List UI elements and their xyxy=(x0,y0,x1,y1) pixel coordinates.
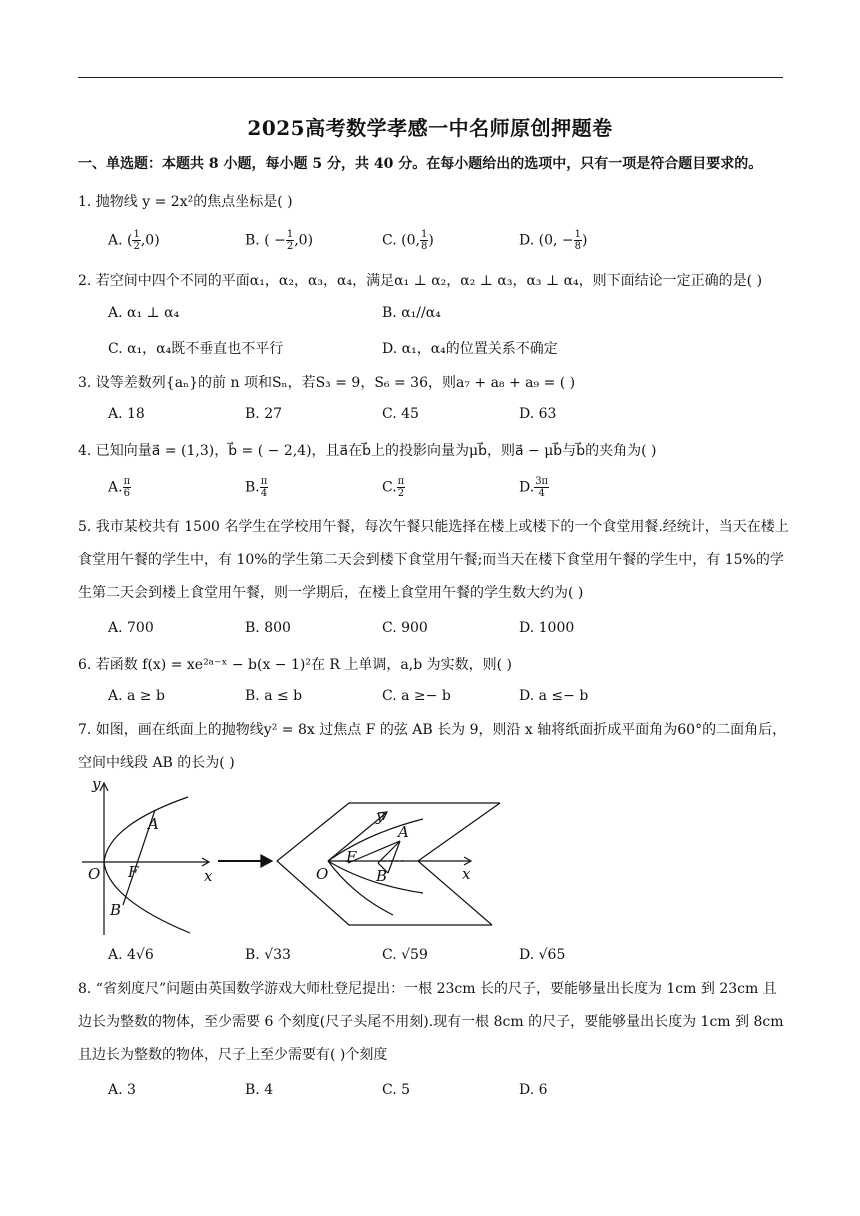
question-4: 4. 已知向量a⃗ = (1,3)，b⃗ = ( − 2,4)，且a⃗在b⃗上的投影向量为μb⃗，则a⃗ − μb⃗与b⃗的夹角为( ) xyxy=(78,443,657,459)
section-heading: 一、单选题：本题共 8 小题，每小题 5 分，共 40 分。在每小题给出的选项中，只有一项是符合题目要求的。 xyxy=(78,156,763,172)
question-7-figures xyxy=(78,775,508,935)
label-o-right: O xyxy=(316,865,329,883)
question-1: 1. 抛物线 y = 2x²的焦点坐标是( ) xyxy=(78,194,293,210)
option-b: B. a ≤ b xyxy=(245,688,303,704)
label-b-left: B xyxy=(110,901,122,919)
question-6: 6. 若函数 f(x) = xe²ᵃ⁻ˣ − b(x − 1)²在 R 上单调，a,b 为实数，则( ) xyxy=(78,657,512,673)
option-a: A. 4√6 xyxy=(108,947,154,963)
option-d: D. a ≤− b xyxy=(519,688,589,704)
label-a-right: A xyxy=(398,823,409,841)
option-d: D. α₁，α₄的位置关系不确定 xyxy=(382,341,558,357)
label-a-left: A xyxy=(148,815,159,833)
option-c: C. 900 xyxy=(382,620,428,636)
arrow-head xyxy=(261,855,272,867)
fold-segment-af xyxy=(378,841,400,863)
option-b: B. α₁//α₄ xyxy=(382,305,441,321)
option-b: B. 27 xyxy=(245,406,283,422)
label-x-left: x xyxy=(204,867,213,885)
option-d: D. 1000 xyxy=(519,620,575,636)
question-2: 2. 若空间中四个不同的平面α₁，α₂，α₃，α₄，满足α₁ ⊥ α₂，α₂ ⊥ α₃，α₃ ⊥ α₄，则下面结论一定正确的是( ) xyxy=(78,273,763,289)
option-c: C. √59 xyxy=(382,947,428,963)
option-a: A. ( $\frac{1}{2}$ ,0) xyxy=(108,229,160,252)
lower-plane-edge xyxy=(418,861,492,925)
question-8: 8. “省刻度尺”问题由英国数学游戏大师杜登尼提出：一根 23cm 长的尺子，要能够量出长度为 1cm 到 23cm 且边长为整数的物体，至少需要 6 个刻度(尺子头尾不用刻).现有一根 8cm 的尺子，要能够量出长度为 1cm 到 8cm 且边长为整数的物体，尺子上至少需要有( )个刻度 xyxy=(78,981,784,1063)
option-b: B. ( − $\frac{1}{2}$ ,0) xyxy=(245,229,314,252)
option-b: B. 800 xyxy=(245,620,291,636)
upper-plane-edge xyxy=(418,803,500,861)
option-d: D. $\frac{3\pi}{4}$ xyxy=(519,476,549,499)
option-c: C. 45 xyxy=(382,406,419,422)
label-f-right: F xyxy=(346,848,357,866)
page-title: 2025高考数学孝感一中名师原创押题卷 xyxy=(247,116,613,140)
option-a: A. 18 xyxy=(108,406,145,422)
label-x-right: x xyxy=(462,865,471,883)
fold-diagram xyxy=(78,775,508,935)
label-y-left: y xyxy=(92,775,101,793)
option-a: A. α₁ ⊥ α₄ xyxy=(108,305,180,321)
option-c: C. $\frac{\pi}{2}$ xyxy=(382,476,405,499)
option-d: D. (0, − $\frac{1}{8}$ ) xyxy=(519,229,588,252)
header-rule xyxy=(78,77,783,78)
question-3: 3. 设等差数列{aₙ}的前 n 项和Sₙ，若S₃ = 9，S₆ = 36，则a₇ + a₈ + a₉ = ( ) xyxy=(78,375,576,391)
option-c: C. (0, $\frac{1}{8}$ ) xyxy=(382,229,434,252)
option-a: A. $\frac{\pi}{6}$ xyxy=(108,476,131,499)
label-o-left: O xyxy=(88,865,101,883)
option-c: C. 5 xyxy=(382,1082,411,1098)
question-7: 7. 如图，画在纸面上的抛物线y² = 8x 过焦点 F 的弦 AB 长为 9，则沿 x 轴将纸面折成平面角为60°的二面角后，空间中线段 AB 的长为( ) xyxy=(78,722,787,771)
option-d: D. 6 xyxy=(519,1082,548,1098)
label-y-right: y xyxy=(376,807,385,825)
option-d: D. √65 xyxy=(519,947,566,963)
option-a: A. 3 xyxy=(108,1082,136,1098)
option-a: A. a ≥ b xyxy=(108,688,165,704)
option-d: D. 63 xyxy=(519,406,557,422)
question-5: 5. 我市某校共有 1500 名学生在学校用午餐，每次午餐只能选择在楼上或楼下的一个食堂用餐.经统计，当天在楼上食堂用午餐的学生中，有 10%的学生第二天会到楼下食堂用午餐;而当天在楼下食堂用午餐的学生中，有 15%的学生第二天会到楼上食堂用午餐，则一学期后，在楼上食堂用午餐的学生数大约为( ) xyxy=(78,519,789,601)
label-b-right: B xyxy=(376,867,388,885)
label-f-left: F xyxy=(128,863,139,881)
option-b: B. $\frac{\pi}{4}$ xyxy=(245,476,268,499)
option-b: B. √33 xyxy=(245,947,291,963)
option-c: C. α₁，α₄既不垂直也不平行 xyxy=(108,341,284,357)
option-a: A. 700 xyxy=(108,620,154,636)
option-b: B. 4 xyxy=(245,1082,274,1098)
option-c: C. a ≥− b xyxy=(382,688,451,704)
